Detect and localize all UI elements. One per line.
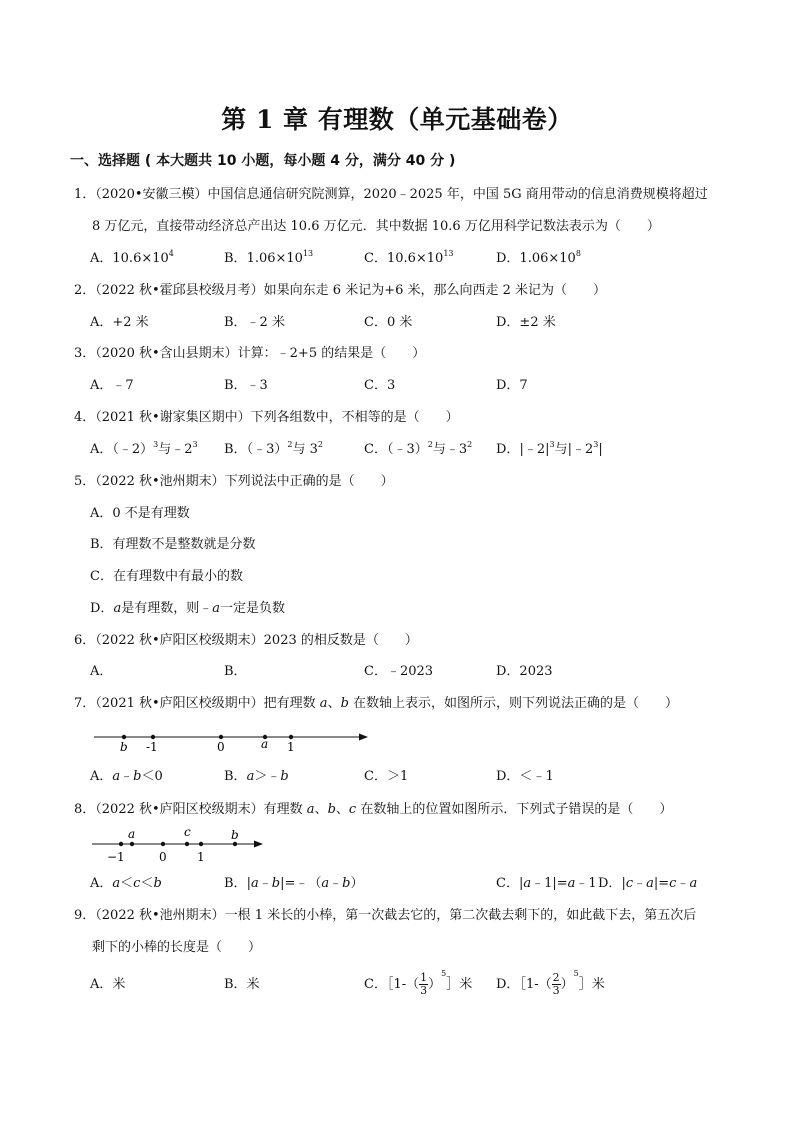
question-9-line-1: 9．（2022 秋•池州期末）一根 1 米长的小棒，第一次截去它的，第二次截去剩下的，如此截下去，第五次后	[74, 908, 697, 923]
q1-option-c[interactable]: C．$10.6\times 10^{13}$	[364, 249, 454, 266]
point-b	[233, 842, 237, 846]
question-1-line-2: 8 万亿元，直接带动经济总产出达 10.6 万亿元．其中数据 10.6 万亿用科学记数法表示为（ ）	[92, 219, 660, 234]
question-8: 8．（2022 秋•庐阳区校级期末）有理数 a、b、c 在数轴上的位置如图所示．下列式子错误的是（ ）	[74, 802, 673, 817]
q5-option-a[interactable]: A．0 不是有理数	[90, 506, 190, 521]
q6-option-a[interactable]: A．	[90, 664, 113, 679]
q9-option-b[interactable]: B．米	[224, 977, 260, 992]
axis-arrow	[254, 841, 263, 848]
question-1-line-1: 1．（2020•安徽三模）中国信息通信研究院测算，2020﹣2025 年，中国 5G 商用带动的信息消费规模将超过	[74, 187, 708, 202]
q3-option-b[interactable]: B．﹣3	[224, 378, 268, 393]
question-4: 4．（2021 秋•谢家集区期中）下列各组数中，不相等的是（ ）	[74, 410, 459, 425]
q9-option-a[interactable]: A．米	[90, 977, 126, 992]
q6-option-c[interactable]: C．﹣2023	[364, 664, 434, 679]
label-a: a	[261, 737, 269, 751]
label-0: 0	[217, 740, 225, 754]
q6-option-b[interactable]: B．	[224, 664, 247, 679]
question-7: 7．（2021 秋•庐阳区校级期中）把有理数 a、b 在数轴上表示，如图所示，则下列说法正确的是（ ）	[74, 696, 679, 711]
question-5: 5．（2022 秋•池州期末）下列说法中正确的是（ ）	[74, 474, 394, 489]
q3-option-d[interactable]: D．7	[496, 378, 528, 393]
label-c: c	[184, 825, 191, 839]
point-0	[161, 842, 165, 846]
q7-option-b[interactable]: B．a＞﹣b	[224, 769, 289, 784]
q1-option-b[interactable]: B．$1.06\times 10^{13}$	[224, 249, 314, 266]
q4-option-a[interactable]: A．（﹣2）$^3$与$﹣2^3$	[90, 440, 198, 457]
q2-option-a[interactable]: A．+2 米	[90, 315, 149, 330]
q8-option-a[interactable]: A．a＜c＜b	[90, 876, 162, 891]
q6-option-d[interactable]: D．2023	[496, 664, 553, 679]
q4-option-d[interactable]: D．$|﹣2|^3$与$|﹣2^3|$	[496, 440, 603, 457]
q2-option-d[interactable]: D．±2 米	[496, 315, 556, 330]
question-6: 6．（2022 秋•庐阳区校级期末）2023 的相反数是（ ）	[74, 633, 418, 648]
q7-option-a[interactable]: A．a﹣b＜0	[90, 769, 163, 784]
q7-option-c[interactable]: C．＞1	[364, 769, 409, 784]
q5-option-d[interactable]: D．a是有理数，则﹣a一定是负数	[90, 601, 285, 616]
q3-option-c[interactable]: C．3	[364, 378, 396, 393]
question-2: 2．（2022 秋•霍邱县校级月考）如果向东走 6 米记为+6 米，那么向西走 2 米记为（ ）	[74, 283, 607, 298]
q8-option-d[interactable]: D．|c﹣a|=c﹣a	[598, 876, 698, 891]
label-0: 0	[159, 850, 167, 864]
fraction-two-thirds: $\frac{2}{3}$	[552, 971, 560, 997]
q8-option-b[interactable]: B．|a﹣b|=﹣（a﹣b）	[224, 876, 364, 891]
question-3: 3．（2020 秋•含山县期末）计算：﹣2+5 的结果是（ ）	[74, 346, 426, 361]
point-minus-1	[119, 842, 123, 846]
q1-option-a[interactable]: A．$10.6\times 10^4$	[90, 249, 174, 266]
label-b: b	[231, 828, 239, 842]
label-minus-1: −1	[107, 850, 125, 864]
point-a	[130, 842, 134, 846]
q1-option-d[interactable]: D．$1.06\times 10^8$	[496, 249, 581, 266]
label-b: b	[120, 740, 128, 754]
page-title: 第 1 章 有理数（单元基础卷）	[221, 105, 573, 134]
label-minus-1: -1	[146, 740, 158, 754]
question-9-line-2: 剩下的小棒的长度是（ ）	[92, 940, 262, 955]
q2-option-c[interactable]: C．0 米	[364, 315, 413, 330]
q4-option-b[interactable]: B．（﹣3）$^2$与 $3^2$	[224, 440, 323, 457]
fraction-one-third: $\frac{1}{3}$	[420, 971, 428, 997]
point-1	[199, 842, 203, 846]
q2-option-b[interactable]: B．﹣2 米	[224, 315, 285, 330]
q9-option-d[interactable]: D．［1-（ $\frac{2}{3}$ ）$^5$］米	[496, 969, 605, 997]
q8-option-c[interactable]: C．|a﹣1|=a﹣1	[496, 876, 597, 891]
q4-option-c[interactable]: C．（﹣3）$^2$与$﹣3^2$	[364, 440, 473, 457]
q7-option-d[interactable]: D．＜﹣1	[496, 769, 554, 784]
q9-option-c[interactable]: C．［1-（ $\frac{1}{3}$ ）$^5$］米	[364, 969, 473, 997]
label-1: 1	[197, 850, 205, 864]
q3-option-a[interactable]: A．﹣7	[90, 378, 134, 393]
point-c	[185, 842, 189, 846]
label-a: a	[128, 827, 136, 841]
q5-option-b[interactable]: B．有理数不是整数就是分数	[90, 537, 256, 552]
label-1: 1	[287, 740, 295, 754]
section-heading: 一、选择题 ( 本大题共 10 小题，每小题 4 分，满分 40 分 )	[70, 153, 456, 169]
q5-option-c[interactable]: C．在有理数中有最小的数	[90, 569, 243, 584]
